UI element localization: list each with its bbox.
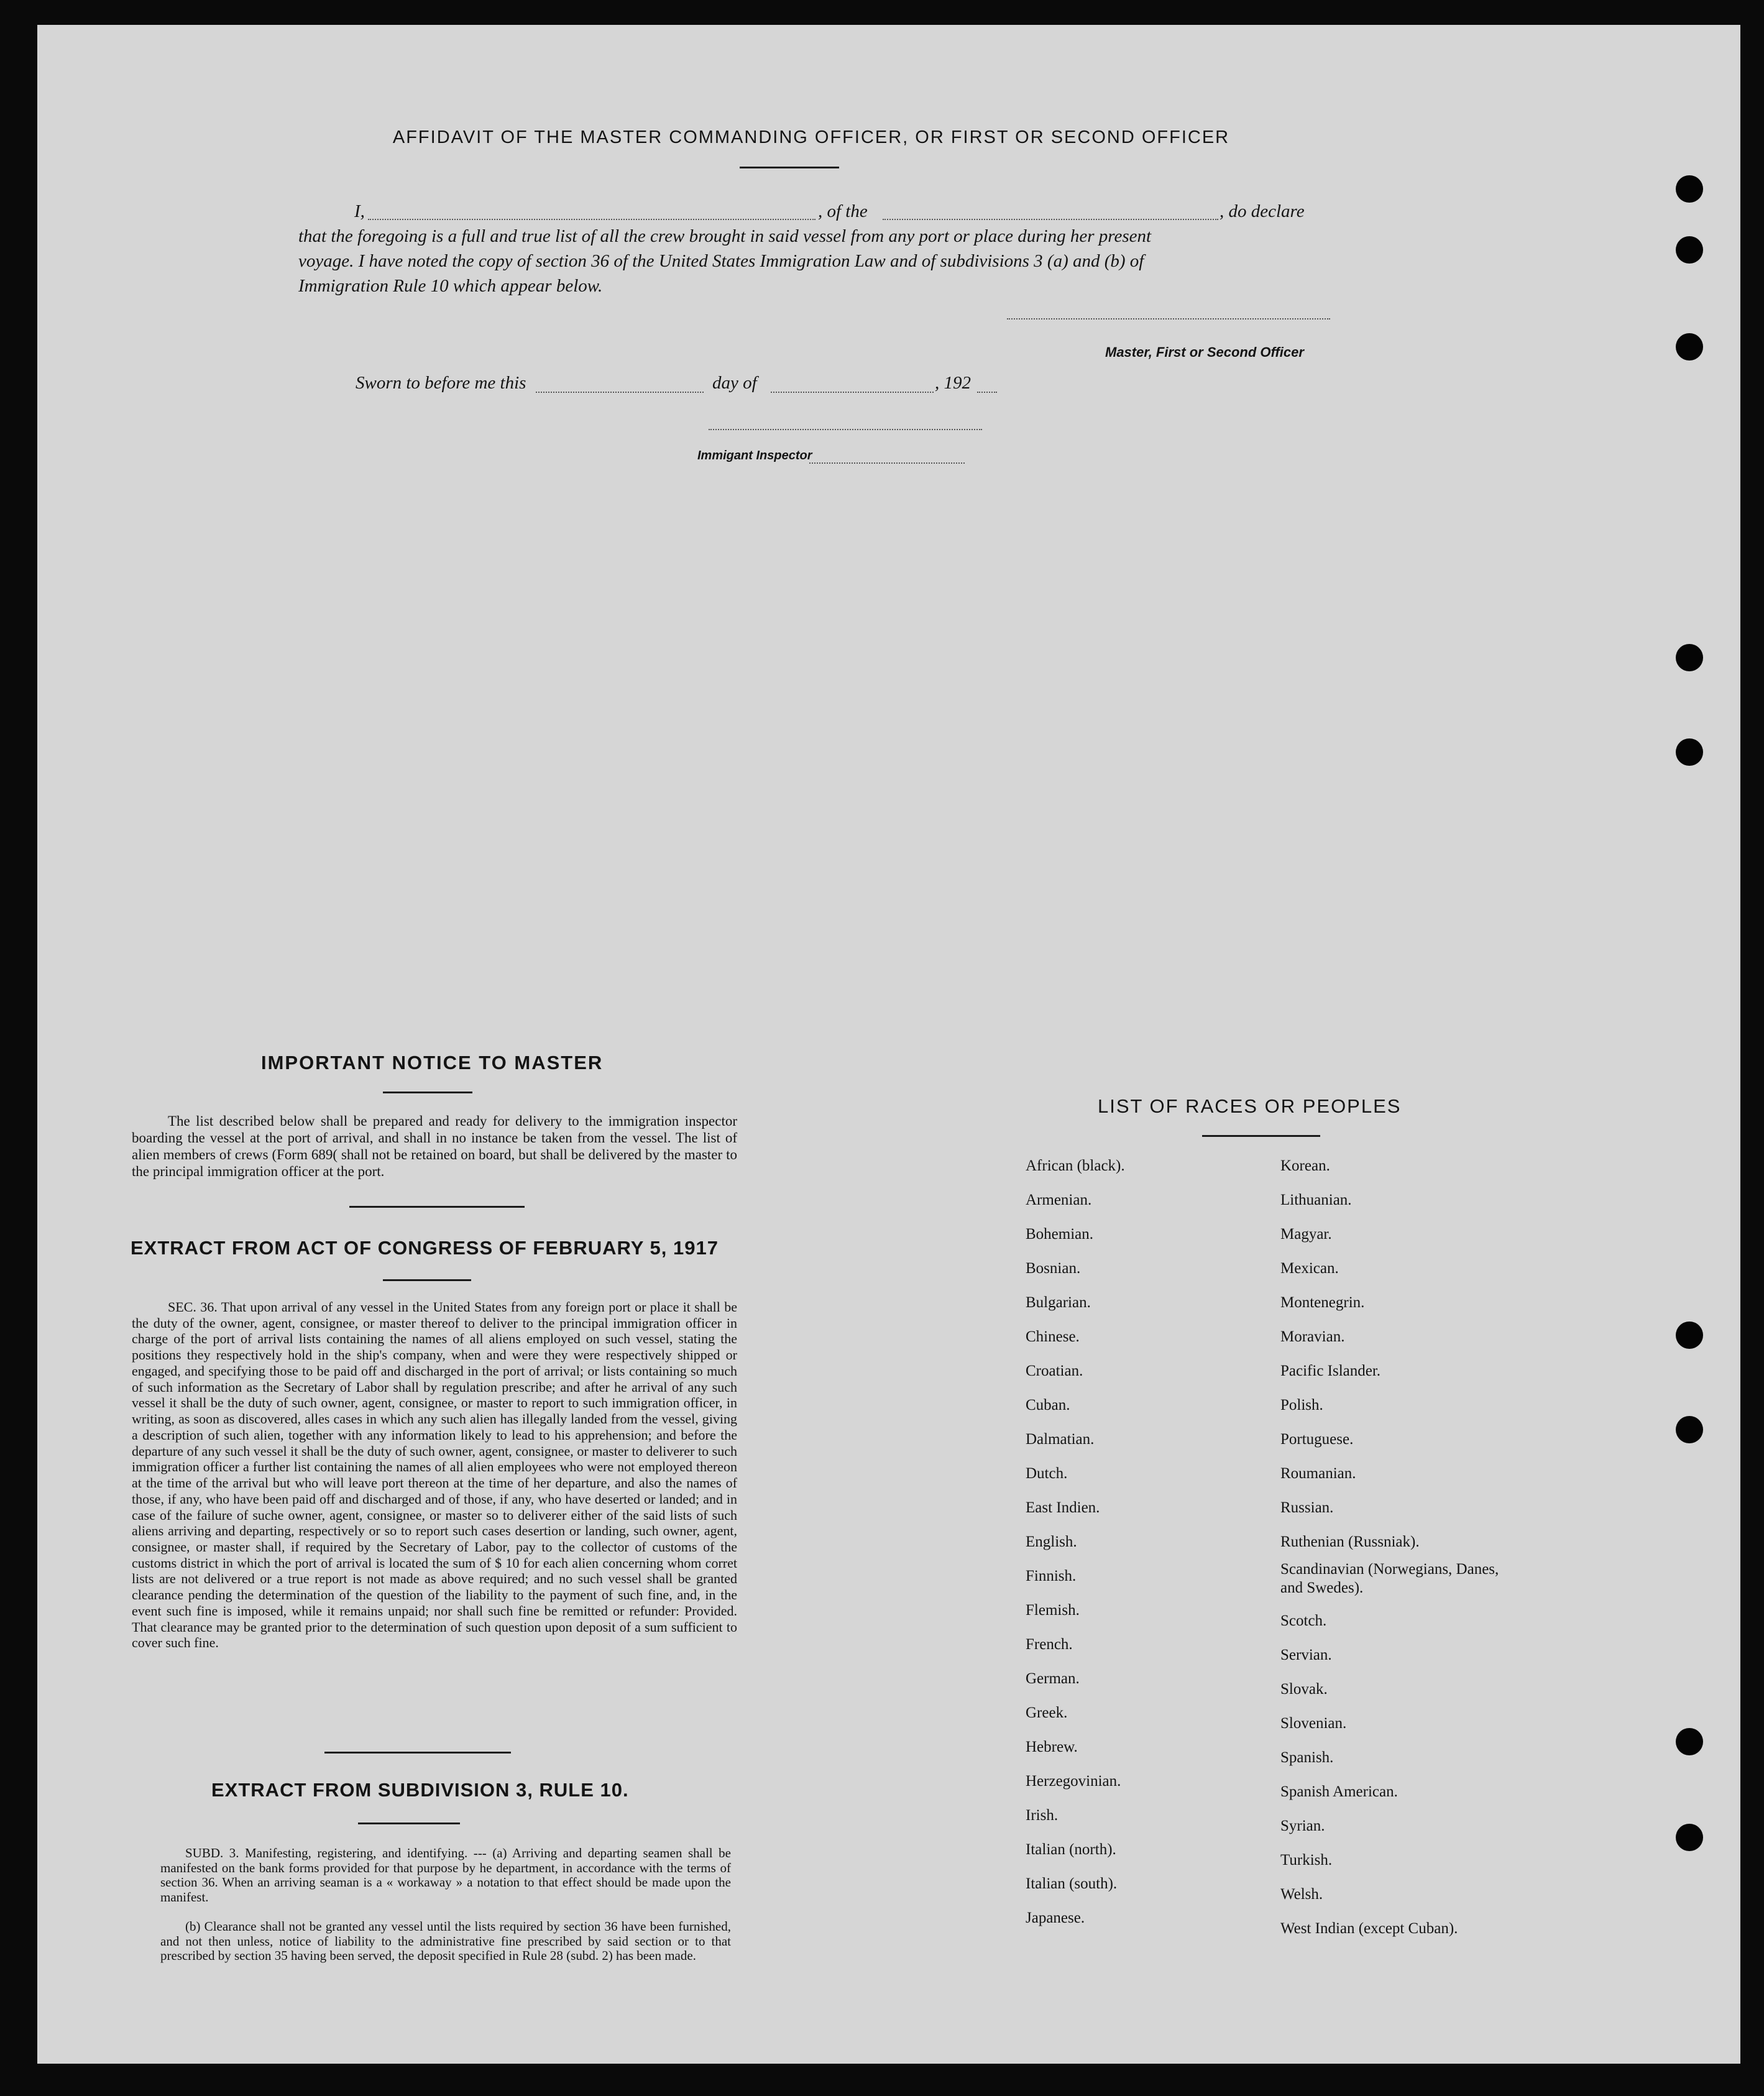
race-item: Italian (north).: [1026, 1841, 1116, 1858]
sworn-day-field[interactable]: [536, 392, 704, 393]
binder-hole-2: [1676, 236, 1703, 264]
extract-rule-text-a: SUBD. 3. Manifesting, registering, and identifying. --- (a) Arriving and departing seamen shall be manifested on the bank forms provided for that purpose by he department, in accordance with the terms of section 36. When an arriving seaman is a « workaway » a notation to that effect should be made upon the manifest.: [160, 1845, 731, 1905]
race-item: Korean.: [1280, 1157, 1330, 1174]
race-item: Flemish.: [1026, 1602, 1080, 1619]
race-item: Turkish.: [1280, 1852, 1333, 1868]
race-item: Slovenian.: [1280, 1715, 1347, 1732]
binder-hole-8: [1676, 1728, 1703, 1755]
race-item: Cuban.: [1026, 1397, 1070, 1413]
race-item: Greek.: [1026, 1704, 1068, 1721]
sworn-text: Sworn to before me this: [356, 373, 526, 393]
binder-hole-7: [1676, 1416, 1703, 1443]
race-item: West Indian (except Cuban).: [1280, 1920, 1458, 1937]
race-item: Spanish.: [1280, 1749, 1334, 1766]
binder-hole-6: [1676, 1321, 1703, 1349]
race-item: Polish.: [1280, 1397, 1323, 1413]
race-item: Croatian.: [1026, 1363, 1083, 1379]
race-item: German.: [1026, 1670, 1080, 1687]
affidavit-i: I,: [354, 201, 365, 221]
affidavit-line-4: Immigration Rule 10 which appear below.: [298, 276, 603, 296]
inspector-label: Immigant Inspector: [697, 449, 812, 462]
day-of-text: day of: [712, 373, 757, 393]
race-item: Bulgarian.: [1026, 1294, 1091, 1311]
year-text: , 192: [935, 373, 971, 393]
extract-rule-title: EXTRACT FROM SUBDIVISION 3, RULE 10.: [211, 1779, 629, 1801]
extract-act-title: EXTRACT FROM ACT OF CONGRESS OF FEBRUARY 5, 1917: [131, 1237, 719, 1259]
race-item: Italian (south).: [1026, 1875, 1118, 1892]
extract-rule-title-rule: [358, 1823, 460, 1824]
affidavit-line-2: that the foregoing is a full and true list of all the crew brought in said vessel from any port or place during her present: [298, 226, 1152, 246]
race-item: Scandinavian (Norwegians, Danes, and Swedes).: [1280, 1561, 1499, 1596]
race-item: English.: [1026, 1533, 1077, 1550]
race-item: Montenegrin.: [1280, 1294, 1365, 1311]
races-title: LIST OF RACES OR PEOPLES: [1098, 1095, 1402, 1117]
races-title-rule: [1202, 1135, 1320, 1137]
inspector-signature-field[interactable]: [709, 429, 982, 430]
races-left-column: [1026, 1149, 1125, 1935]
race-item: Pacific Islander.: [1280, 1363, 1381, 1379]
race-item: Lithuanian.: [1280, 1192, 1352, 1208]
notice-end-rule: [349, 1206, 525, 1208]
affidavit-title-rule: [740, 167, 839, 168]
race-item: Servian.: [1280, 1647, 1332, 1663]
race-item: Welsh.: [1280, 1886, 1323, 1903]
race-item: Russian.: [1280, 1499, 1334, 1516]
race-item: African (black).: [1026, 1157, 1125, 1174]
sworn-year-field[interactable]: [977, 392, 997, 393]
race-item: Roumanian.: [1280, 1465, 1356, 1482]
binder-hole-5: [1676, 738, 1703, 766]
race-item: Bosnian.: [1026, 1260, 1081, 1277]
extract-act-text: SEC. 36. That upon arrival of any vessel in the United States from any foreign port or place it shall be the duty of the owner, agent, consignee, or master thereof to deliver to the principal immigration officer in charge of the port of arrival lists containing the names of all aliens employed on such vessel, stating the positions they respectively hold in the ship's company, when and were they were respectively shipped or engaged, and specifying those to be paid off and discharged in the port of arrival; or lists containing so much of such information as the Secretary of Labor shall by regulation prescribe; and after he arrival of any such vessel it shall be the duty of such owner, agent, consignee, or master to report to such immigration officer, in writing, as soon as discovered, alles cases in which any such alien has illegally landed from the vessel, giving a description of such alien, together with any information likely to lead to his apprehension; and before the departure of any such vessel it shall be the duty of such owner, agent, consignee, or master to deliverer to such immigration officer a further list containing the names of all alien employees who were not employed thereon at the time of the arrival but who will leave port thereon at the time of her departure, and also the names of those, if any, who have been paid off and discharged and of those, if any, who have deserted or landed; and in case of the failure of suche owner, agent, consignee, or master so to deliverer either of the said lists of such aliens arriving and departing, respectively or so to report such cases desertion or landing, such owner, agent, consignee, or master shall, if required by the Secretary of Labor, pay to the collector of customs of the customs district in which the port of arrival is located the sum of $ 10 for each alien concerning whom corret lists are not delivered or a true report is not made as above required; and no such vessel shall be granted clearance pending the determination of the question of the liability to the payment of such fine, and, in the event such fine is imposed, while it remains unpaid; nor shall such fine be remitted or refunder: Provided. That clearance may be granted prior to the determination of such question upon deposit of a sum sufficient to cover such fine.: [132, 1299, 737, 1651]
race-item: East Indien.: [1026, 1499, 1100, 1516]
race-item: Finnish.: [1026, 1568, 1077, 1584]
master-signature-label: Master, First or Second Officer: [1105, 344, 1304, 360]
race-item: Scotch.: [1280, 1612, 1327, 1629]
master-signature-field[interactable]: [1007, 318, 1330, 319]
race-item: Dutch.: [1026, 1465, 1068, 1482]
race-item: Irish.: [1026, 1807, 1059, 1824]
notice-title-rule: [383, 1092, 472, 1093]
races-right-column: [1280, 1149, 1504, 1946]
race-item: Moravian.: [1280, 1328, 1345, 1345]
affidavit-do-declare: , do declare: [1220, 201, 1305, 221]
affidavit-title: AFFIDAVIT OF THE MASTER COMMANDING OFFICER, OR FIRST OR SECOND OFFICER: [392, 127, 1230, 147]
race-item: Mexican.: [1280, 1260, 1339, 1277]
extract-rule-text-b: (b) Clearance shall not be granted any vessel until the lists required by section 36 have been furnished, and not then unless, notice of liability to the administrative fine prescribed by said section or to that prescribed by section 35 having been served, the deposit specified in Rule 28 (subd. 2) has been made.: [160, 1919, 731, 1964]
race-item: Ruthenian (Russniak).: [1280, 1533, 1420, 1550]
binder-hole-9: [1676, 1824, 1703, 1851]
inspector-line: [809, 462, 965, 464]
extract-act-end-rule: [324, 1752, 511, 1754]
extract-act-title-rule: [383, 1279, 471, 1281]
vessel-name-field[interactable]: [883, 219, 1218, 220]
affidavit-of-the: , of the: [818, 201, 868, 221]
race-item: Hebrew.: [1026, 1739, 1078, 1755]
notice-title: IMPORTANT NOTICE TO MASTER: [261, 1052, 604, 1073]
race-item: Portuguese.: [1280, 1431, 1354, 1448]
binder-hole-1: [1676, 175, 1703, 203]
binder-hole-4: [1676, 644, 1703, 671]
race-item: Magyar.: [1280, 1226, 1332, 1243]
race-item: Syrian.: [1280, 1818, 1325, 1834]
race-item: Bohemian.: [1026, 1226, 1094, 1243]
race-item: Chinese.: [1026, 1328, 1080, 1345]
sworn-month-field[interactable]: [771, 392, 934, 393]
race-item: Japanese.: [1026, 1910, 1085, 1926]
race-item: Spanish American.: [1280, 1783, 1398, 1800]
race-item: Slovak.: [1280, 1681, 1328, 1698]
race-item: French.: [1026, 1636, 1073, 1653]
notice-text: The list described below shall be prepared and ready for delivery to the immigration inspector boarding the vessel at the port of arrival, and shall in no instance be taken from the vessel. The list of alien members of crews (Form 689( shall not be retained on board, but shall be delivered by the master to the principal immigration officer at the port.: [132, 1113, 737, 1180]
race-item: Armenian.: [1026, 1192, 1092, 1208]
affiant-name-field[interactable]: [368, 219, 815, 220]
affidavit-line-3: voyage. I have noted the copy of section 36 of the United States Immigration Law and of subdivisions 3 (a) and (b) of: [298, 251, 1144, 271]
race-item: Herzegovinian.: [1026, 1773, 1121, 1790]
race-item: Dalmatian.: [1026, 1431, 1095, 1448]
binder-hole-3: [1676, 333, 1703, 361]
